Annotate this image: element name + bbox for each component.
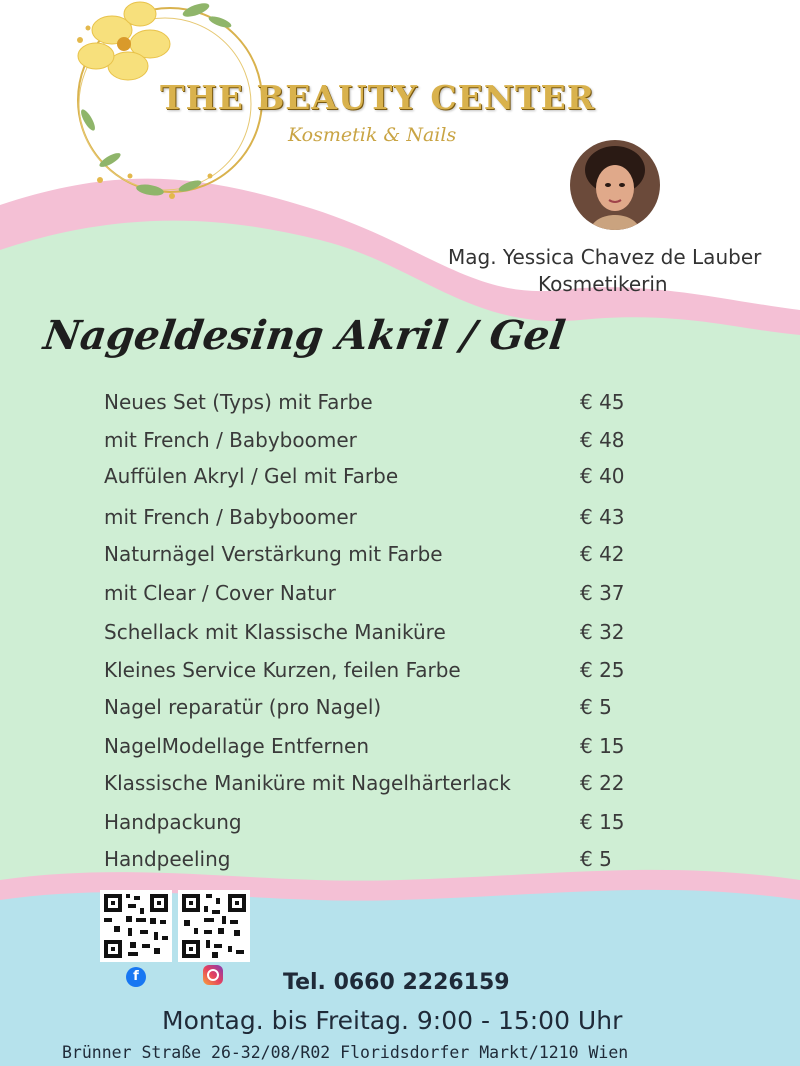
- service-name: Naturnägel Verstärkung mit Farbe: [104, 542, 443, 566]
- service-price: € 5: [580, 847, 612, 871]
- service-row: [0, 505, 800, 539]
- service-name: Auffülen Akryl / Gel mit Farbe: [104, 464, 399, 488]
- service-name: Handpackung: [104, 810, 242, 834]
- service-row: [0, 620, 800, 654]
- service-price: € 48: [580, 428, 625, 452]
- service-row: [0, 428, 800, 462]
- phone-number[interactable]: Tel. 0660 2226159: [283, 970, 510, 995]
- service-row: [0, 847, 800, 881]
- facebook-icon[interactable]: f: [126, 967, 146, 987]
- service-price: € 32: [580, 620, 625, 644]
- service-row: [0, 695, 800, 729]
- avatar: [570, 140, 660, 230]
- facebook-qr-code[interactable]: [100, 890, 172, 962]
- service-name: NagelModellage Entfernen: [104, 734, 370, 758]
- service-row: [0, 390, 800, 424]
- instagram-qr-code[interactable]: [178, 890, 250, 962]
- brand-title: THE BEAUTY CENTER: [160, 78, 596, 117]
- service-price: € 40: [580, 464, 625, 488]
- opening-hours: Montag. bis Freitag. 9:00 - 15:00 Uhr: [162, 1006, 623, 1035]
- service-row: [0, 771, 800, 805]
- service-price: € 25: [580, 658, 625, 682]
- service-row: [0, 464, 800, 498]
- address: Brünner Straße 26-32/08/R02 Floridsdorfer Markt/1210 Wien: [62, 1043, 629, 1062]
- service-name: Neues Set (Typs) mit Farbe: [104, 390, 373, 414]
- service-name: Kleines Service Kurzen, feilen Farbe: [104, 658, 461, 682]
- service-row: [0, 734, 800, 768]
- service-row: [0, 658, 800, 692]
- service-name: Handpeeling: [104, 847, 231, 871]
- service-name: Nagel reparatür (pro Nagel): [104, 695, 382, 719]
- service-name: mit French / Babyboomer: [104, 505, 357, 529]
- section-title: Nageldesing Akril / Gel: [40, 312, 568, 359]
- service-row: [0, 542, 800, 576]
- service-row: [0, 581, 800, 615]
- person-name: Mag. Yessica Chavez de Lauber: [448, 245, 762, 269]
- service-name: Klassische Maniküre mit Nagelhärterlack: [104, 771, 511, 795]
- service-price: € 37: [580, 581, 625, 605]
- service-price: € 43: [580, 505, 625, 529]
- service-name: Schellack mit Klassische Maniküre: [104, 620, 446, 644]
- service-name: mit French / Babyboomer: [104, 428, 357, 452]
- service-price: € 5: [580, 695, 612, 719]
- service-price: € 15: [580, 810, 625, 834]
- service-price: € 22: [580, 771, 625, 795]
- service-price: € 42: [580, 542, 625, 566]
- service-name: mit Clear / Cover Natur: [104, 581, 336, 605]
- service-row: [0, 810, 800, 844]
- instagram-icon[interactable]: [203, 965, 223, 985]
- person-role: Kosmetikerin: [538, 272, 668, 296]
- service-price: € 45: [580, 390, 625, 414]
- service-price: € 15: [580, 734, 625, 758]
- brand-subtitle: Kosmetik & Nails: [288, 124, 457, 146]
